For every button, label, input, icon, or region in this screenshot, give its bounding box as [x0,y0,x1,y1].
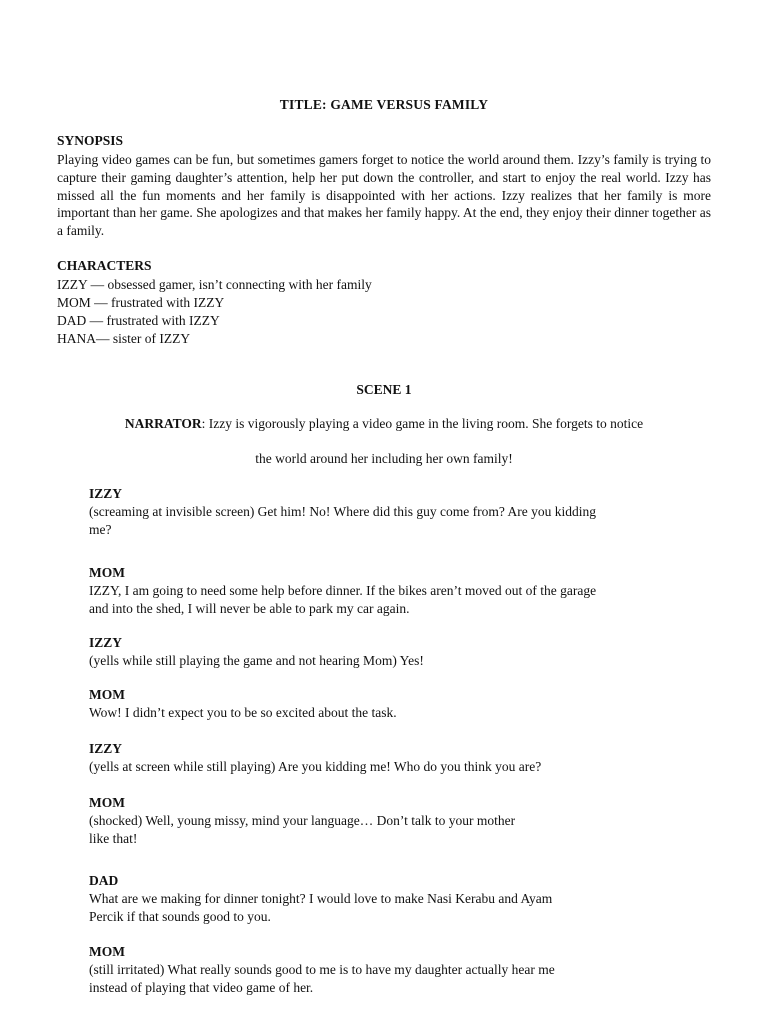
narrator-label: NARRATOR [124,416,202,431]
dialogue-line: (yells at screen while still playing) Are you kidding me! Who do you think you are? [89,759,542,774]
dialogue-line: (yells while still playing the game and not hearing Mom) Yes! [89,653,424,668]
dialogue-line: IZZY, I am going to need some help before dinner. If the bikes aren’t moved out of the garage and into the shed, I will never be able to park my car again. [89,583,597,616]
dialogue-line: (shocked) Well, young missy, mind your language… Don’t talk to your mother like that! [89,813,516,846]
document-title: TITLE: GAME VERSUS FAMILY [279,97,489,112]
character-item-izzy: IZZY — obsessed gamer, isn’t connecting with her family [57,277,372,292]
scene-heading: SCENE 1 [356,382,412,397]
dialogue-line: Wow! I didn’t expect you to be so excited about the task. [89,705,397,720]
dialogue-block [89,872,669,926]
character-item-hana: HANA— sister of IZZY [57,331,191,346]
speaker-name: IZZY [89,635,123,650]
dialogue-block [89,564,669,618]
speaker-name: MOM [89,795,125,810]
characters-heading: CHARACTERS [57,258,152,273]
dialogue-line: What are we making for dinner tonight? I would love to make Nasi Kerabu and Ayam Percik if that sounds good to you. [89,891,553,924]
speaker-name: MOM [89,565,125,580]
dialogue-block [89,485,669,539]
speaker-name: IZZY [89,741,123,756]
dialogue-line: (still irritated) What really sounds good to me is to have my daughter actually hear me instead of playing that video game of her. [89,962,555,995]
characters-list [57,276,372,348]
dialogue-block [89,943,669,997]
character-item-mom: MOM — frustrated with IZZY [57,295,225,310]
speaker-name: MOM [89,687,125,702]
synopsis-heading: SYNOPSIS [57,133,124,148]
narrator-line-2: the world around her including her own family! [255,451,513,466]
character-item-dad: DAD — frustrated with IZZY [57,313,220,328]
dialogue-block [89,740,669,776]
speaker-name: IZZY [89,486,123,501]
dialogue-block [89,634,669,670]
speaker-name: MOM [89,944,125,959]
dialogue-line: (screaming at invisible screen) Get him! No! Where did this guy come from? Are you kidding me? [89,504,596,537]
narrator-text-1: : Izzy is vigorously playing a video game in the living room. She forgets to notice [201,416,644,431]
speaker-name: DAD [89,873,119,888]
narrator-line-1 [0,416,768,432]
dialogue-block [89,794,669,848]
dialogue-block [89,686,669,722]
synopsis-text: Playing video games can be fun, but sometimes gamers forget to notice the world around them. Izzy’s family is trying to capture their gaming daughter’s attention, help her put down the controller, and start to enjoy the real world. Izzy has missed all the fun moments and her family is disappointed with her actions. Izzy realizes that her family is more important than her game. She apologizes and that makes her family happy. At the end, they enjoy their dinner together as a family. [57,152,711,239]
